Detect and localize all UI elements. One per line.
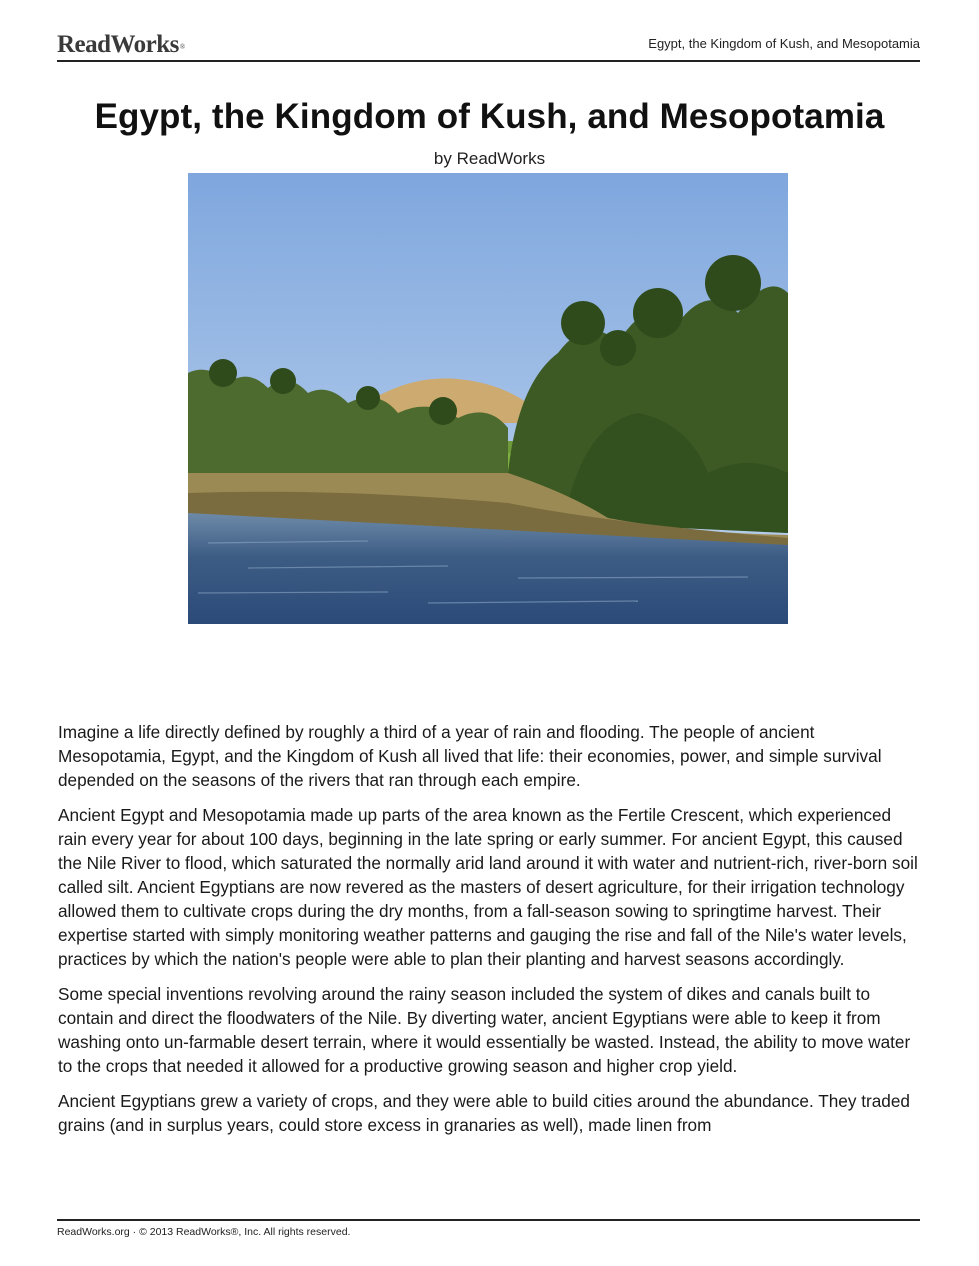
registered-mark: ® — [179, 43, 185, 51]
running-title: Egypt, the Kingdom of Kush, and Mesopotamia — [648, 36, 920, 51]
article-title: Egypt, the Kingdom of Kush, and Mesopotamia — [94, 97, 885, 136]
page-footer — [57, 1219, 920, 1238]
logo-text: ReadWorks — [57, 31, 179, 58]
article-byline: by ReadWorks — [433, 149, 546, 168]
copyright-text: ReadWorks.org · © 2013 ReadWorks®, Inc. All rights reserved. — [57, 1226, 351, 1238]
article-body — [58, 720, 920, 1148]
paragraph-1: Imagine a life directly defined by roughly a third of a year of rain and flooding. The people of ancient Mesopotamia, Egypt, and the Kingdom of Kush all lived that life: their economies, power, and simple survival depended on the seasons of the rivers that ran through each empire. — [58, 722, 882, 790]
readworks-logo — [57, 30, 185, 60]
paragraph-2: Ancient Egypt and Mesopotamia made up parts of the area known as the Fertile Crescent, which experienced rain every year for about 100 days, beginning in the late spring or early summer. For ancient Egypt, this caused the Nile River to flood, which saturated the normally arid land around it with water and nutrient-rich, river-born soil called silt. Ancient Egyptians are now revered as the masters of desert agriculture, for their irrigation technology allowed them to cultivate crops during the dry months, from a fall-season sowing to springtime harvest. Their expertise started with simply monitoring weather patterns and gauging the rise and fall of the Nile's water levels, practices by which the nation's people were able to plan their planting and harvest seasons accordingly. — [58, 805, 918, 969]
nile-river-photo — [188, 173, 788, 624]
nile-river-illustration — [188, 173, 788, 624]
paragraph-4: Ancient Egyptians grew a variety of crops, and they were able to build cities around the abundance. They traded grains (and in surplus years, could store excess in granaries as well), made linen from — [58, 1091, 910, 1135]
paragraph-3: Some special inventions revolving around the rainy season included the system of dikes and canals built to contain and direct the floodwaters of the Nile. By diverting water, ancient Egyptians were able to keep it from washing onto un-farmable desert terrain, where it would essentially be wasted. Instead, the ability to move water to the crops that needed it allowed for a productive growing season and higher crop yield. — [58, 984, 911, 1076]
page-header — [57, 30, 920, 62]
